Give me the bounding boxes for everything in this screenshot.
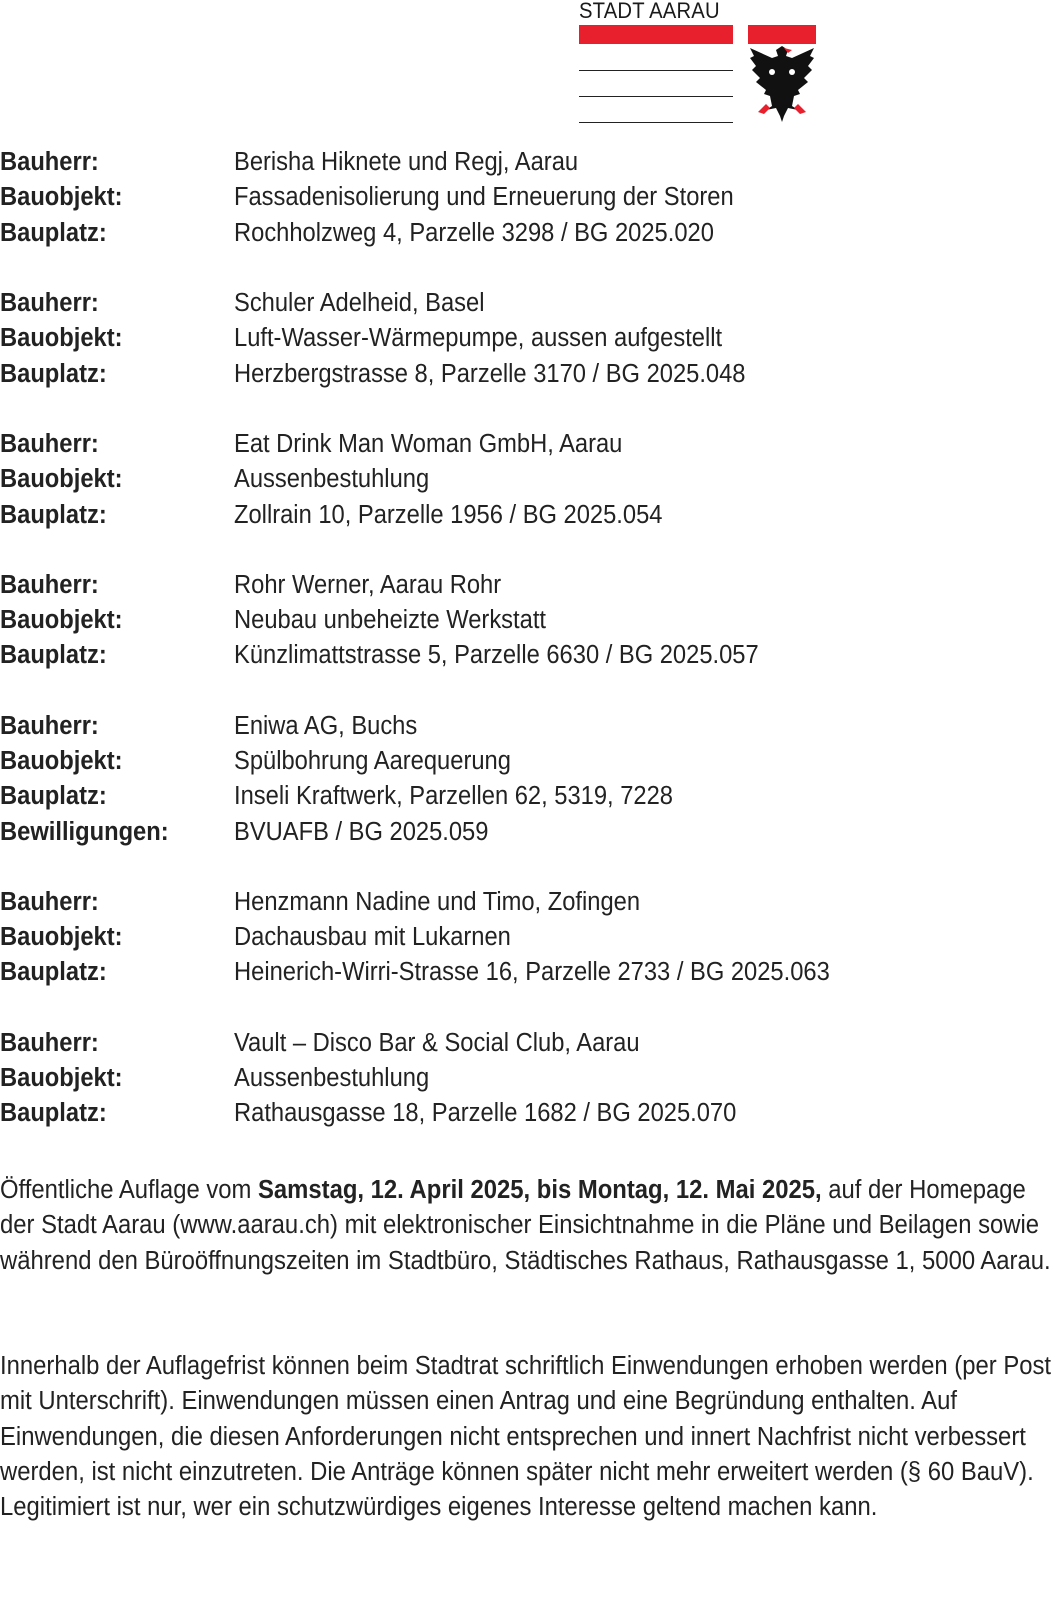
application-entry bbox=[0, 885, 1057, 991]
field-value: Berisha Hiknete und Regj, Aarau bbox=[234, 148, 579, 177]
field-label: Bauplatz: bbox=[0, 782, 107, 811]
field-label: Bauplatz: bbox=[0, 218, 107, 247]
field-label: Bauobjekt: bbox=[0, 606, 123, 635]
field-label: Bauobjekt: bbox=[0, 324, 123, 353]
application-row bbox=[0, 1061, 1057, 1096]
field-value: Vault – Disco Bar & Social Club, Aarau bbox=[234, 1028, 640, 1057]
application-row bbox=[0, 638, 1057, 673]
field-label: Bauobjekt: bbox=[0, 183, 123, 212]
application-row bbox=[0, 1096, 1057, 1131]
field-value: Neubau unbeheizte Werkstatt bbox=[234, 606, 547, 635]
application-row bbox=[0, 1026, 1057, 1061]
notice-text: Öffentliche Auflage vom bbox=[0, 1176, 259, 1204]
application-row bbox=[0, 145, 1057, 180]
public-notice-paragraph bbox=[0, 1173, 1057, 1279]
field-label: Bauobjekt: bbox=[0, 1064, 123, 1093]
field-value: Rohr Werner, Aarau Rohr bbox=[234, 570, 502, 599]
application-row bbox=[0, 356, 1057, 391]
field-label: Bauherr: bbox=[0, 711, 99, 740]
logo-text: STADT AARAU bbox=[579, 0, 720, 23]
field-label: Bauplatz: bbox=[0, 641, 107, 670]
field-value: Eat Drink Man Woman GmbH, Aarau bbox=[234, 429, 623, 458]
logo-line bbox=[579, 122, 733, 123]
field-value: Schuler Adelheid, Basel bbox=[234, 289, 485, 318]
field-value: Dachausbau mit Lukarnen bbox=[234, 923, 511, 952]
field-label: Bauherr: bbox=[0, 289, 99, 318]
application-row bbox=[0, 779, 1057, 814]
field-value: Henzmann Nadine und Timo, Zofingen bbox=[234, 887, 641, 916]
application-row bbox=[0, 885, 1057, 920]
application-entry bbox=[0, 427, 1057, 533]
notice-dates: Samstag, 12. April 2025, bis Montag, 12. Mai 2025, bbox=[258, 1176, 822, 1204]
logo-line bbox=[579, 96, 733, 97]
logo-red-bar bbox=[579, 25, 733, 44]
field-label: Bauherr: bbox=[0, 429, 99, 458]
application-entry bbox=[0, 568, 1057, 674]
field-label: Bauplatz: bbox=[0, 1099, 107, 1128]
field-value: Künzlimattstrasse 5, Parzelle 6630 / BG 2025.057 bbox=[234, 641, 759, 670]
field-label: Bauplatz: bbox=[0, 500, 107, 529]
field-label: Bauherr: bbox=[0, 887, 99, 916]
application-row bbox=[0, 497, 1057, 532]
objection-paragraph: Innerhalb der Auflagefrist können beim Stadtrat schriftlich Einwendungen erhoben werden (per Post mit Unterschrift). Einwendungen müssen einen Antrag und eine Begründung enthalten. Auf Einwendungen, die diesen Anforderungen nicht entsprechen und innert Nachfrist nicht verbessert werden, ist nicht einzutreten. Die Anträge können später nicht mehr erweitert werden (§ 60 BauV). Legitimiert ist nur, wer ein schutzwürdiges eigenes Interesse geltend machen kann. bbox=[0, 1352, 1052, 1522]
field-value: Aussenbestuhlung bbox=[234, 465, 430, 494]
coat-of-arms bbox=[748, 25, 816, 121]
application-row bbox=[0, 920, 1057, 955]
field-label: Bauherr: bbox=[0, 148, 99, 177]
field-value: Eniwa AG, Buchs bbox=[234, 711, 418, 740]
application-row bbox=[0, 814, 1057, 849]
application-row bbox=[0, 568, 1057, 603]
field-value: Fassadenisolierung und Erneuerung der Storen bbox=[234, 183, 734, 212]
application-row bbox=[0, 955, 1057, 990]
field-label: Bauplatz: bbox=[0, 958, 107, 987]
application-row bbox=[0, 321, 1057, 356]
field-label: Bewilligungen: bbox=[0, 817, 169, 846]
field-value: Inseli Kraftwerk, Parzellen 62, 5319, 7228 bbox=[234, 782, 673, 811]
application-row bbox=[0, 216, 1057, 251]
application-row bbox=[0, 462, 1057, 497]
field-value: Spülbohrung Aarequerung bbox=[234, 747, 511, 775]
field-label: Bauherr: bbox=[0, 570, 99, 599]
application-row bbox=[0, 744, 1057, 779]
coat-of-arms-red-chief bbox=[748, 25, 816, 44]
building-applications-list bbox=[0, 145, 1057, 1167]
field-value: Luft-Wasser-Wärmepumpe, aussen aufgestellt bbox=[234, 324, 723, 353]
eagle-coat-of-arms-icon bbox=[748, 44, 816, 122]
application-entry bbox=[0, 1026, 1057, 1132]
application-entry bbox=[0, 709, 1057, 850]
application-row bbox=[0, 603, 1057, 638]
field-value: BVUAFB / BG 2025.059 bbox=[234, 817, 489, 846]
field-value: Aussenbestuhlung bbox=[234, 1064, 430, 1093]
field-value: Rochholzweg 4, Parzelle 3298 / BG 2025.020 bbox=[234, 218, 714, 247]
notice-text: auf der Homepage der Stadt Aarau (www.aarau.ch) mit elektronischer Einsichtnahme in die Pläne und Beilagen sowie während den Büroöffnungszeiten im Stadtbüro, Städtisches Rathaus, Rathausgasse 1, 5000 Aarau. bbox=[0, 1176, 1051, 1275]
field-label: Bauobjekt: bbox=[0, 747, 123, 775]
field-label: Bauobjekt: bbox=[0, 923, 123, 952]
application-entry bbox=[0, 145, 1057, 251]
field-value: Heinerich-Wirri-Strasse 16, Parzelle 2733 / BG 2025.063 bbox=[234, 958, 830, 987]
field-label: Bauobjekt: bbox=[0, 465, 123, 494]
application-row bbox=[0, 180, 1057, 215]
field-value: Zollrain 10, Parzelle 1956 / BG 2025.054 bbox=[234, 500, 663, 529]
field-value: Rathausgasse 18, Parzelle 1682 / BG 2025.070 bbox=[234, 1099, 737, 1128]
application-row bbox=[0, 709, 1057, 744]
application-row bbox=[0, 427, 1057, 462]
application-entry bbox=[0, 286, 1057, 392]
stadt-aarau-logo bbox=[578, 0, 818, 125]
field-label: Bauherr: bbox=[0, 1028, 99, 1057]
field-label: Bauplatz: bbox=[0, 359, 107, 388]
logo-line bbox=[579, 70, 733, 71]
field-value: Herzbergstrasse 8, Parzelle 3170 / BG 2025.048 bbox=[234, 359, 746, 388]
application-row bbox=[0, 286, 1057, 321]
